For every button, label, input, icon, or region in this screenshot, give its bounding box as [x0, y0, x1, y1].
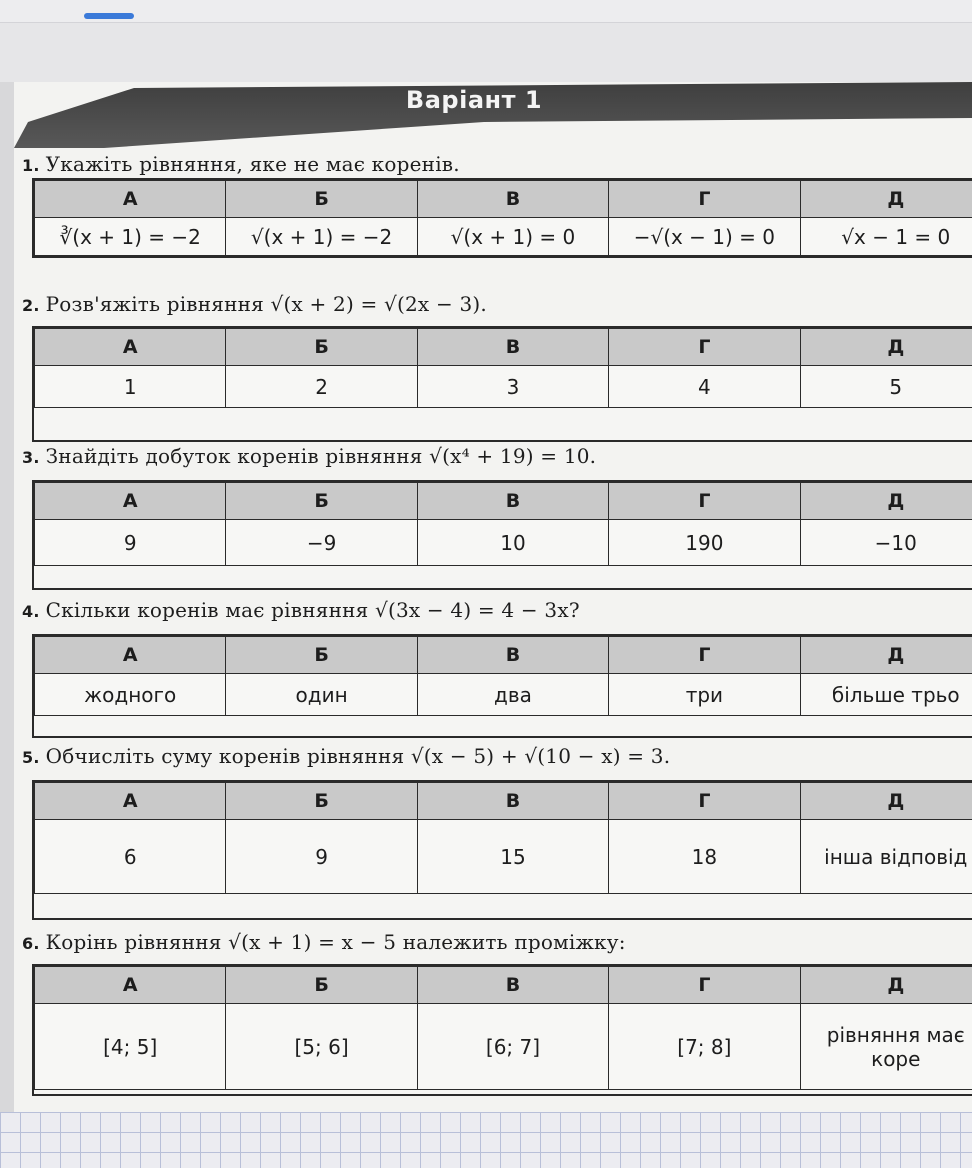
answer-cell-b: −9 — [226, 520, 417, 566]
column-b-header: Б — [226, 637, 417, 674]
column-a-header: А — [35, 783, 226, 820]
answer-cell-b: √(x + 1) = −2 — [226, 218, 417, 256]
column-b-header: Б — [226, 483, 417, 520]
column-b-header: Б — [226, 329, 417, 366]
answer-table — [34, 482, 972, 566]
answer-table-frame — [32, 178, 972, 258]
answer-cell-a: 1 — [35, 366, 226, 408]
answer-cell-b: 2 — [226, 366, 417, 408]
column-g-header: Г — [609, 637, 800, 674]
column-d-header: Д — [800, 783, 972, 820]
answer-table — [34, 782, 972, 894]
answer-cell-v: √(x + 1) = 0 — [417, 218, 608, 256]
answer-table — [34, 328, 972, 408]
answer-cell-g: −√(x − 1) = 0 — [609, 218, 800, 256]
answer-cell-v: 15 — [417, 820, 608, 894]
task-question: 1. Укажіть рівняння, яке не має коренів. — [22, 152, 460, 176]
answer-cell-g: 18 — [609, 820, 800, 894]
answer-table-frame — [32, 634, 972, 738]
answer-cell-d: −10 — [800, 520, 972, 566]
column-g-header: Г — [609, 783, 800, 820]
column-a-header: А — [35, 181, 226, 218]
column-g-header: Г — [609, 329, 800, 366]
worksheet-page — [14, 82, 972, 1112]
answer-cell-d: рівняння має коре — [800, 1004, 972, 1090]
answer-table-frame — [32, 780, 972, 920]
column-g-header: Г — [609, 181, 800, 218]
column-a-header: А — [35, 329, 226, 366]
task-question: 6. Корінь рівняння √(x + 1) = x − 5 належить проміжку: — [22, 930, 626, 954]
answer-cell-g: 190 — [609, 520, 800, 566]
answer-cell-b: один — [226, 674, 417, 716]
column-a-header: А — [35, 483, 226, 520]
page-shadow — [0, 82, 14, 1112]
answer-cell-v: 3 — [417, 366, 608, 408]
answer-cell-b: 9 — [226, 820, 417, 894]
column-v-header: В — [417, 181, 608, 218]
answer-cell-g: три — [609, 674, 800, 716]
answer-cell-a: [4; 5] — [35, 1004, 226, 1090]
answer-table-frame — [32, 326, 972, 442]
answer-table — [34, 180, 972, 256]
column-v-header: В — [417, 483, 608, 520]
column-v-header: В — [417, 637, 608, 674]
answer-cell-d: більше трьо — [800, 674, 972, 716]
column-g-header: Г — [609, 483, 800, 520]
browser-top-bar — [0, 0, 972, 23]
answer-cell-d: інша відповід — [800, 820, 972, 894]
answer-cell-a: 6 — [35, 820, 226, 894]
column-d-header: Д — [800, 181, 972, 218]
answer-cell-v: два — [417, 674, 608, 716]
task-question: 3. Знайдіть добуток коренів рівняння √(x⁴ + 19) = 10. — [22, 444, 597, 468]
column-a-header: А — [35, 967, 226, 1004]
answer-cell-d: 5 — [800, 366, 972, 408]
answer-cell-a: жодного — [35, 674, 226, 716]
task-question: 4. Скільки коренів має рівняння √(3x − 4) = 4 − 3x? — [22, 598, 580, 622]
graph-paper-background — [0, 1112, 972, 1168]
column-b-header: Б — [226, 967, 417, 1004]
column-d-header: Д — [800, 483, 972, 520]
variant-title: Варіант 1 — [405, 86, 543, 114]
answer-cell-g: [7; 8] — [609, 1004, 800, 1090]
answer-cell-g: 4 — [609, 366, 800, 408]
answer-cell-a: 9 — [35, 520, 226, 566]
column-v-header: В — [417, 967, 608, 1004]
answer-table — [34, 636, 972, 716]
answer-table-frame — [32, 964, 972, 1096]
column-d-header: Д — [800, 967, 972, 1004]
column-b-header: Б — [226, 181, 417, 218]
answer-cell-a: ∛(x + 1) = −2 — [35, 218, 226, 256]
task-question: 2. Розв'яжіть рівняння √(x + 2) = √(2x − 3). — [22, 292, 487, 316]
column-d-header: Д — [800, 329, 972, 366]
answer-table — [34, 966, 972, 1090]
answer-table-frame — [32, 480, 972, 590]
answer-cell-v: 10 — [417, 520, 608, 566]
column-b-header: Б — [226, 783, 417, 820]
column-g-header: Г — [609, 967, 800, 1004]
answer-cell-d: √x − 1 = 0 — [800, 218, 972, 256]
answer-cell-v: [6; 7] — [417, 1004, 608, 1090]
column-v-header: В — [417, 783, 608, 820]
task-question: 5. Обчисліть суму коренів рівняння √(x − 5) + √(10 − x) = 3. — [22, 744, 671, 768]
answer-cell-b: [5; 6] — [226, 1004, 417, 1090]
column-v-header: В — [417, 329, 608, 366]
active-tab-indicator[interactable] — [84, 13, 134, 19]
column-a-header: А — [35, 637, 226, 674]
column-d-header: Д — [800, 637, 972, 674]
